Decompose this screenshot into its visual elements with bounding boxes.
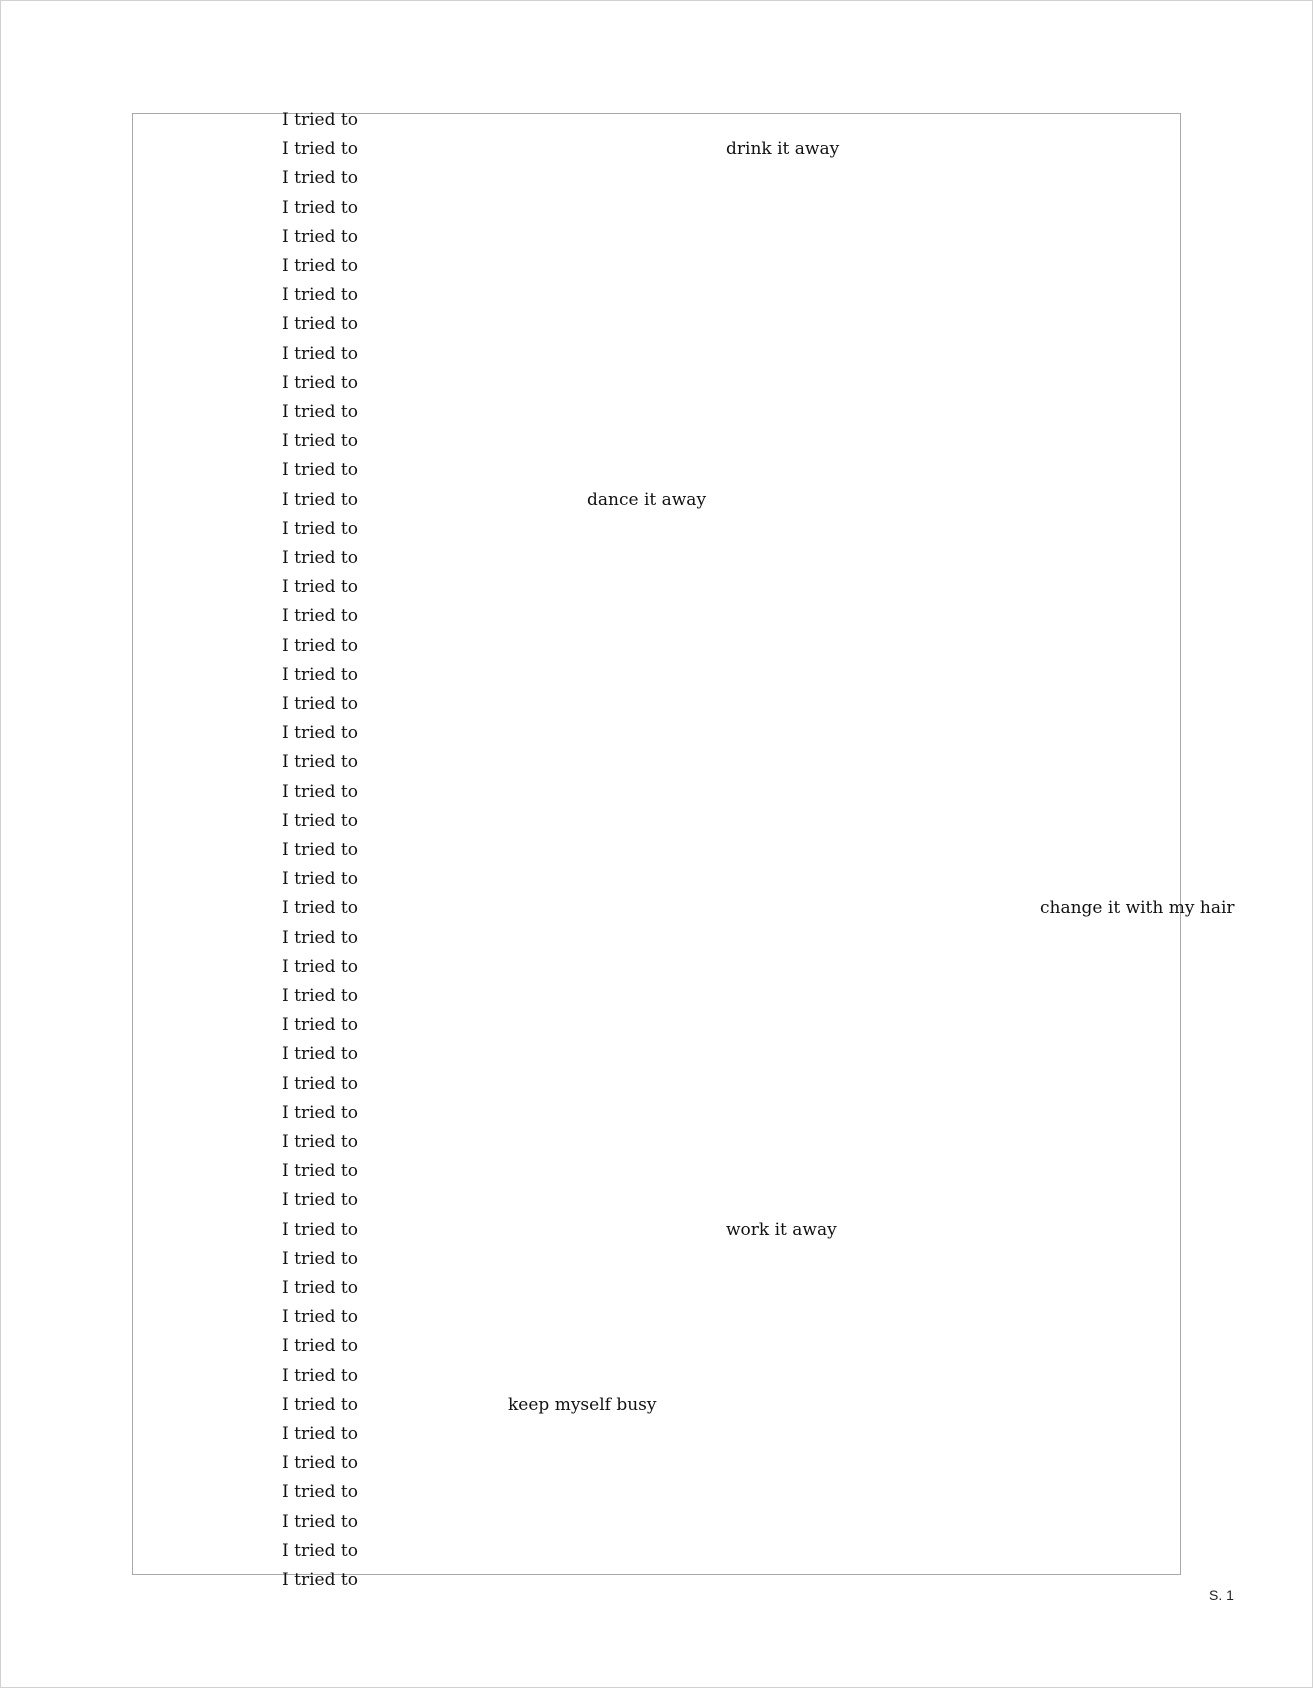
refrain-text: I tried to [282, 372, 358, 393]
refrain-text: I tried to [282, 402, 358, 422]
poem-line [282, 1449, 1182, 1478]
refrain-text: I tried to [282, 869, 358, 890]
refrain-text: I tried to [282, 1161, 358, 1182]
refrain-text: I tried to [282, 1132, 358, 1152]
poem-line [282, 1391, 1182, 1420]
refrain-text: I tried to [282, 1453, 358, 1474]
refrain-text: I tried to [282, 694, 358, 714]
refrain-text: I tried to [282, 256, 358, 276]
poem-line [282, 1303, 1182, 1332]
refrain-text: I tried to [282, 635, 358, 656]
poem-line [282, 953, 1182, 982]
poem-line [282, 1362, 1182, 1391]
poem-line [282, 281, 1182, 310]
poem-line [282, 135, 1182, 164]
refrain-text: I tried to [282, 898, 358, 919]
poem-line [282, 486, 1182, 515]
poem-line [282, 194, 1182, 223]
refrain-text: I tried to [282, 956, 358, 977]
refrain-text: I tried to [282, 548, 358, 568]
poem-line [282, 515, 1182, 544]
poem-line [282, 690, 1182, 719]
phrase-text: drink it away [726, 139, 840, 160]
refrain-text: I tried to [282, 1190, 358, 1211]
refrain-text: I tried to [282, 723, 358, 744]
refrain-text: I tried to [282, 664, 358, 685]
refrain-text: I tried to [282, 1365, 358, 1386]
refrain-text: I tried to [282, 1336, 358, 1357]
poem-line [282, 836, 1182, 865]
refrain-text: I tried to [282, 1278, 358, 1298]
refrain-text: I tried to [282, 518, 358, 539]
poem-line [282, 340, 1182, 369]
poem-line [282, 1566, 1182, 1595]
poem-line [282, 602, 1182, 631]
poem-line [282, 427, 1182, 456]
refrain-text: I tried to [282, 1511, 358, 1532]
page-number: S. 1 [1209, 1587, 1234, 1603]
poem-line [282, 632, 1182, 661]
refrain-text: I tried to [282, 1219, 358, 1240]
poem-line [282, 398, 1182, 427]
poem-line [282, 1157, 1182, 1186]
text-frame [132, 110, 1235, 1590]
phrase-text: dance it away [587, 489, 707, 510]
refrain-text: I tried to [282, 343, 358, 364]
refrain-text: I tried to [282, 489, 358, 510]
poem-line [282, 1508, 1182, 1537]
refrain-text: I tried to [282, 840, 358, 860]
refrain-text: I tried to [282, 1424, 358, 1444]
poem-line [282, 1216, 1182, 1245]
refrain-text: I tried to [282, 810, 358, 831]
refrain-text: I tried to [282, 927, 358, 948]
refrain-text: I tried to [282, 139, 358, 160]
refrain-text: I tried to [282, 606, 358, 627]
poem-line [282, 719, 1182, 748]
refrain-text: I tried to [282, 1307, 358, 1328]
poem-line [282, 164, 1182, 193]
refrain-text: I tried to [282, 1570, 358, 1590]
refrain-text: I tried to [282, 1482, 358, 1503]
poem-line [282, 1274, 1182, 1303]
refrain-text: I tried to [282, 1540, 358, 1561]
poem-line [282, 865, 1182, 894]
refrain-text: I tried to [282, 781, 358, 802]
refrain-text: I tried to [282, 986, 358, 1006]
poem-line [282, 1186, 1182, 1215]
refrain-text: I tried to [282, 314, 358, 335]
poem-line [282, 223, 1182, 252]
poem-line [282, 1011, 1182, 1040]
refrain-text: I tried to [282, 1073, 358, 1094]
refrain-text: I tried to [282, 197, 358, 218]
poem-line [282, 1099, 1182, 1128]
refrain-text: I tried to [282, 110, 358, 130]
poem-line [282, 1537, 1182, 1566]
poem-line [282, 894, 1235, 923]
phrase-text: keep myself busy [508, 1394, 657, 1415]
refrain-text: I tried to [282, 285, 358, 306]
poem-line [282, 982, 1182, 1011]
poem-line [282, 544, 1182, 573]
poem-line [282, 1128, 1182, 1157]
refrain-text: I tried to [282, 1102, 358, 1123]
poem-line [282, 310, 1182, 339]
refrain-text: I tried to [282, 431, 358, 452]
refrain-text: I tried to [282, 168, 358, 189]
refrain-text: I tried to [282, 1394, 358, 1415]
poem-line [282, 1332, 1182, 1361]
poem-line [282, 1478, 1182, 1507]
poem-line [282, 1420, 1182, 1449]
poem-line [282, 778, 1182, 807]
refrain-text: I tried to [282, 460, 358, 481]
refrain-text: I tried to [282, 1044, 358, 1065]
poem-line [282, 106, 1182, 135]
phrase-text: work it away [726, 1219, 837, 1240]
poem-line [282, 1245, 1182, 1274]
poem-line [282, 748, 1182, 777]
refrain-text: I tried to [282, 1015, 358, 1036]
poem-line [282, 1070, 1182, 1099]
refrain-text: I tried to [282, 752, 358, 773]
phrase-text: change it with my hair [1040, 898, 1235, 919]
poem-line [282, 661, 1182, 690]
poem-line [282, 924, 1182, 953]
poem-line [282, 573, 1182, 602]
refrain-text: I tried to [282, 577, 358, 598]
refrain-text: I tried to [282, 226, 358, 247]
poem-line [282, 369, 1182, 398]
poem-line [282, 252, 1182, 281]
refrain-text: I tried to [282, 1248, 358, 1269]
poem-line [282, 1040, 1182, 1069]
poem-line [282, 456, 1182, 485]
poem-line [282, 807, 1182, 836]
